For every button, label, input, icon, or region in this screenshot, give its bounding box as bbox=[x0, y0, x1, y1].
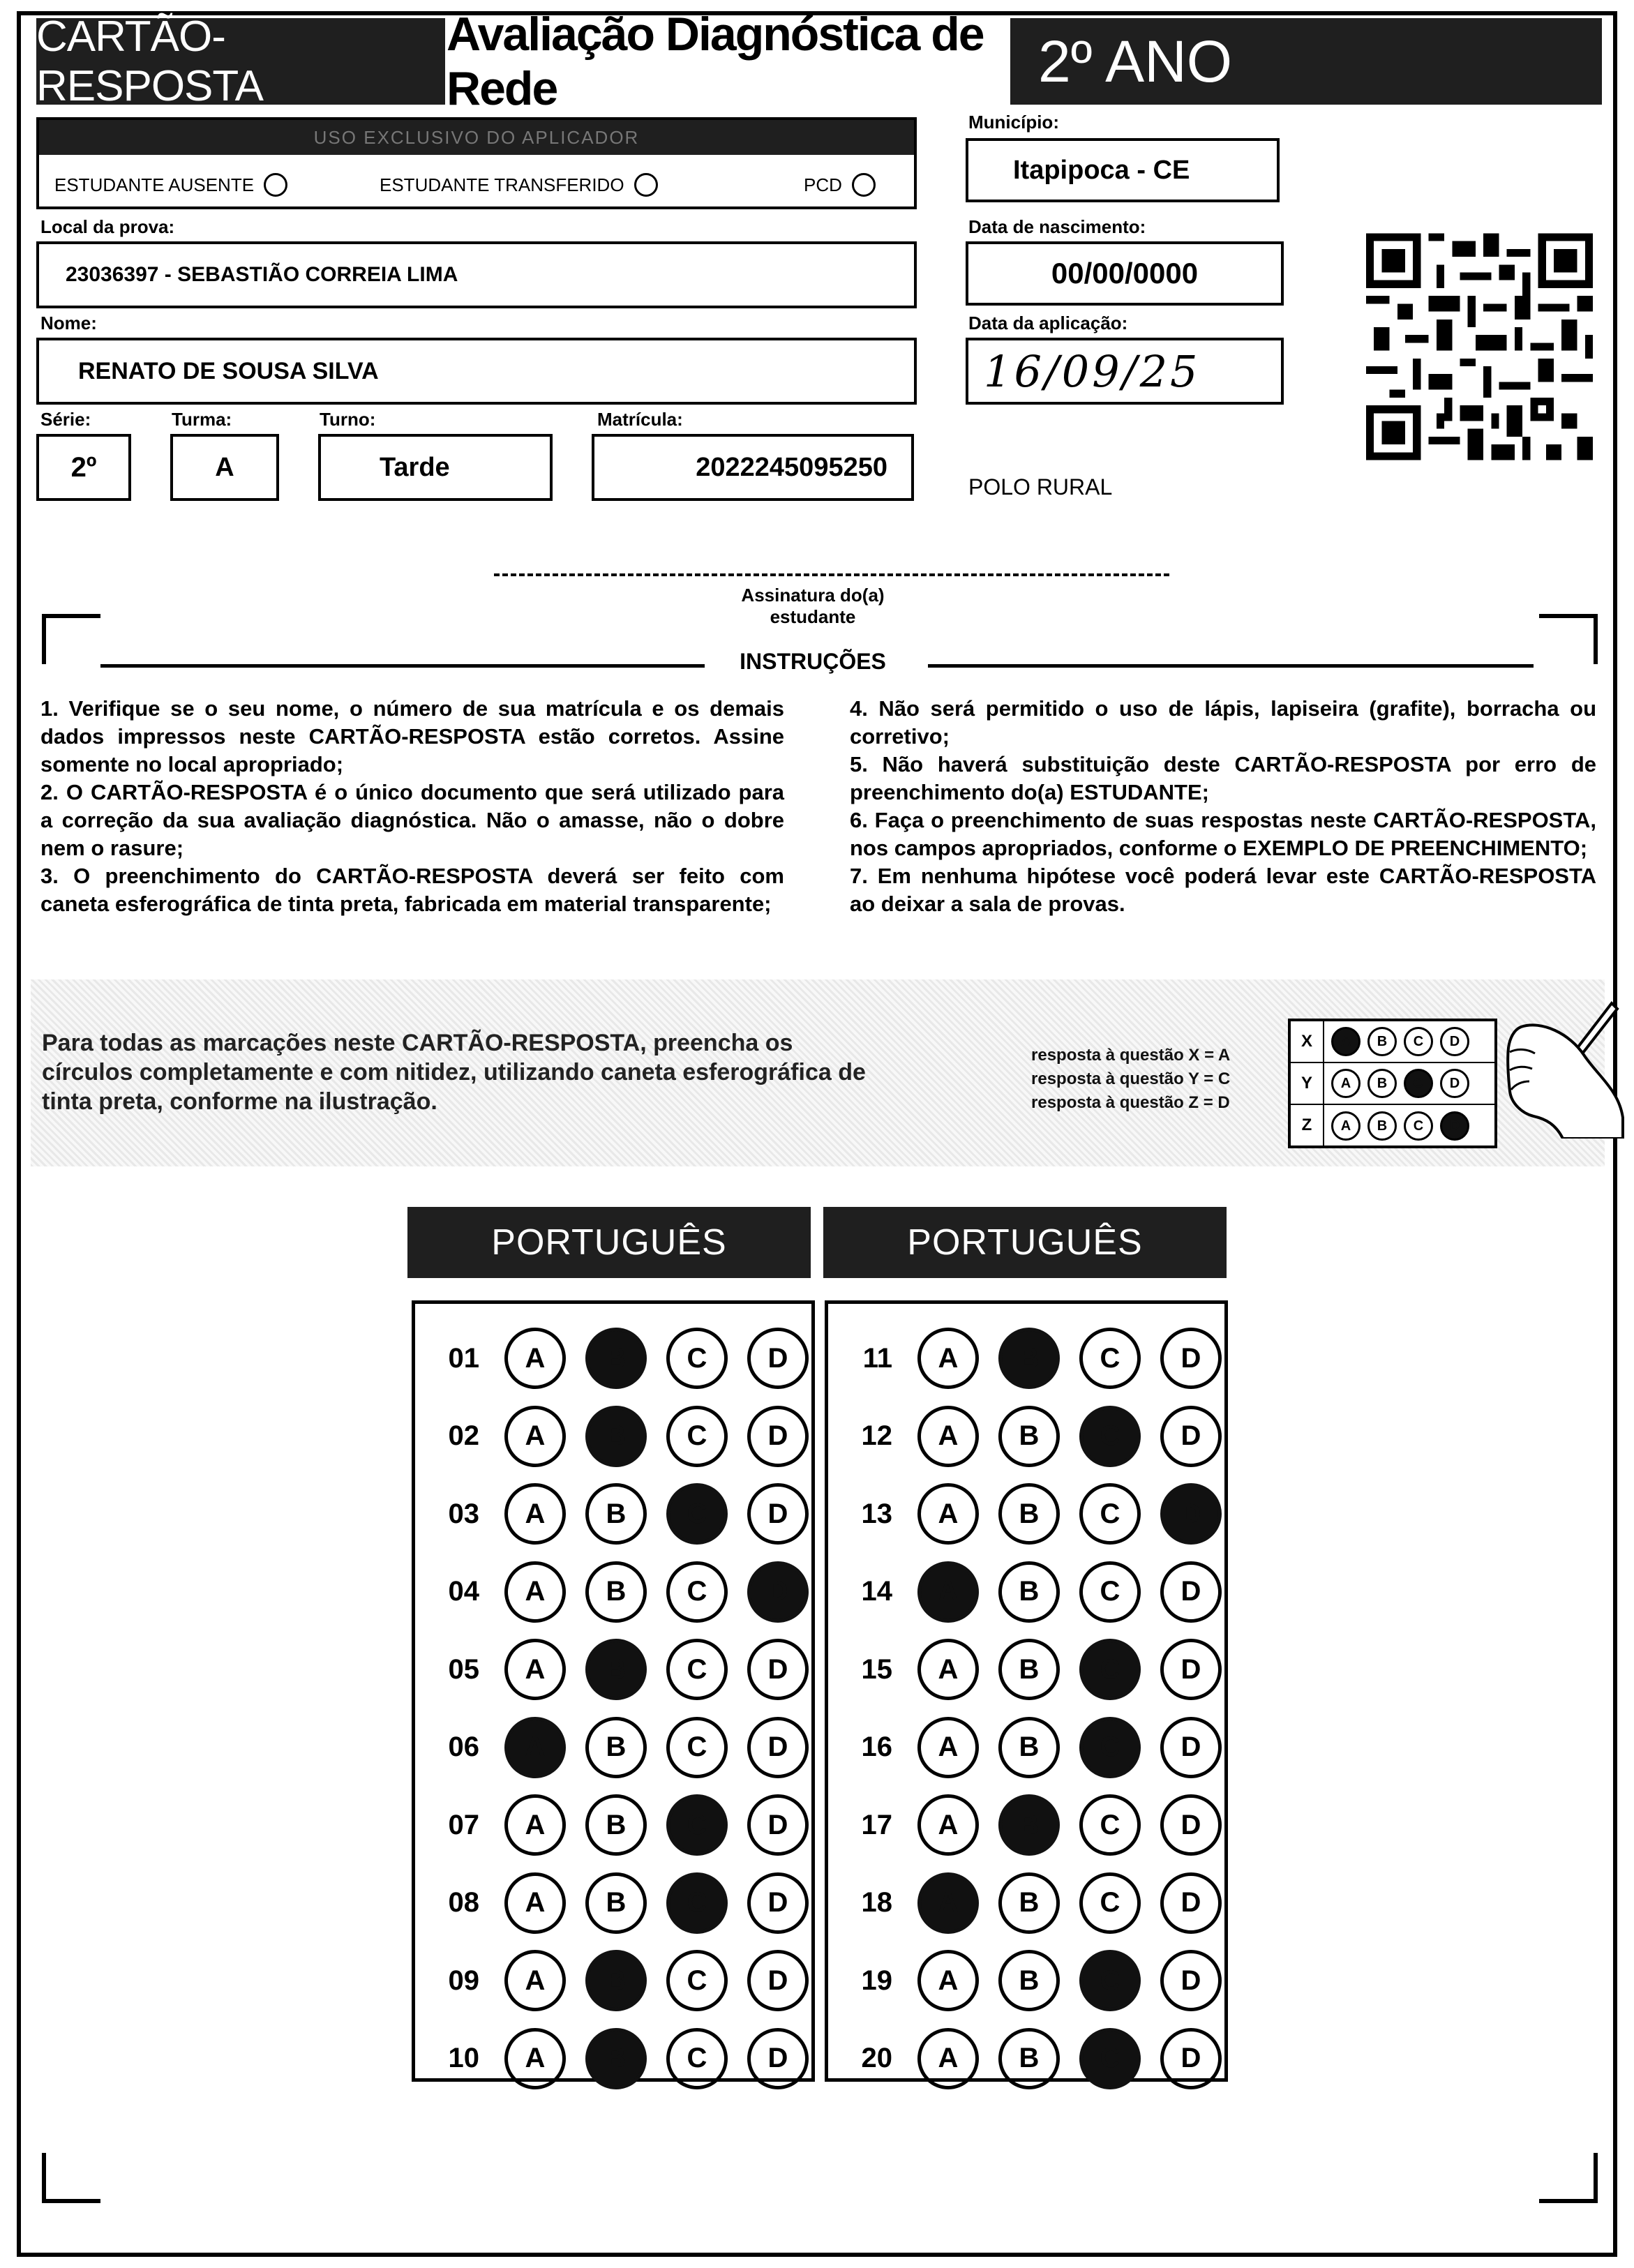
answer-bubble-a[interactable]: A bbox=[504, 2028, 566, 2089]
answer-bubble-a[interactable]: A bbox=[917, 1872, 979, 1934]
answer-bubble-b[interactable]: B bbox=[998, 1406, 1060, 1467]
example-bubble: A bbox=[1331, 1111, 1361, 1141]
name-value: RENATO DE SOUSA SILVA bbox=[78, 357, 379, 384]
local-value: 23036397 - SEBASTIÃO CORREIA LIMA bbox=[66, 263, 458, 286]
answer-bubble-b[interactable]: B bbox=[585, 2028, 647, 2089]
corner-mark-top-left bbox=[42, 614, 100, 664]
answer-bubble-c[interactable]: C bbox=[1079, 2028, 1141, 2089]
option-absent-circle[interactable] bbox=[264, 173, 287, 197]
question-number: 07 bbox=[448, 1809, 479, 1840]
turma-value: A bbox=[215, 452, 234, 482]
answer-row bbox=[418, 1479, 809, 1549]
subject-header-2: PORTUGUÊS bbox=[823, 1207, 1227, 1278]
answer-bubble-c[interactable]: C bbox=[666, 2028, 728, 2089]
question-number: 17 bbox=[861, 1809, 892, 1840]
instructions-rule-right bbox=[928, 664, 1534, 668]
municipio-field bbox=[966, 138, 1280, 202]
answer-bubble-c[interactable]: C bbox=[1079, 1406, 1141, 1467]
municipio-label: Município: bbox=[968, 112, 1059, 133]
answer-bubble-b[interactable]: B bbox=[998, 1872, 1060, 1934]
answer-bubble-b[interactable]: B bbox=[585, 1483, 647, 1545]
question-number: 18 bbox=[861, 1887, 892, 1918]
answer-bubble-d[interactable]: D bbox=[747, 2028, 809, 2089]
question-number: 06 bbox=[448, 1732, 479, 1762]
example-bubble: A bbox=[1331, 1027, 1361, 1056]
answer-row bbox=[418, 1402, 809, 1471]
instruction-7: 7. Em nenhuma hipótese você poderá levar este CARTÃO-RESPOSTA ao deixar a sala de provas. bbox=[850, 864, 1596, 916]
answer-row bbox=[418, 1946, 809, 2015]
question-number: 03 bbox=[448, 1498, 479, 1529]
turma-label: Turma: bbox=[172, 409, 232, 430]
answer-bubble-b[interactable]: B bbox=[998, 1950, 1060, 2011]
answer-bubble-d[interactable]: D bbox=[1160, 1328, 1222, 1389]
example-bubble: B bbox=[1367, 1111, 1397, 1141]
answer-bubble-b[interactable]: B bbox=[585, 1794, 647, 1856]
example-row bbox=[1291, 1063, 1494, 1105]
example-bubble: D bbox=[1440, 1111, 1469, 1141]
answer-bubble-d[interactable]: D bbox=[1160, 1717, 1222, 1778]
answer-row bbox=[831, 1323, 1222, 1393]
example-labels bbox=[1031, 1044, 1230, 1115]
answer-bubble-a[interactable]: A bbox=[917, 1794, 979, 1856]
applicator-bar: USO EXCLUSIVO DO APLICADOR bbox=[39, 120, 914, 155]
instructions-left-column bbox=[40, 695, 784, 918]
answer-panel-1 bbox=[412, 1300, 815, 2082]
answer-bubble-b[interactable]: B bbox=[585, 1561, 647, 1623]
birthdate-value: 00/00/0000 bbox=[1051, 257, 1199, 290]
instruction-3: 3. O preenchimento do CARTÃO-RESPOSTA deverá ser feito com caneta esferográfica de tinta preta, fabricada em material transparente; bbox=[40, 864, 784, 916]
option-transferred-circle[interactable] bbox=[634, 173, 658, 197]
answer-bubble-b[interactable]: B bbox=[585, 1406, 647, 1467]
evaluation-title: Avaliação Diagnóstica de Rede bbox=[447, 18, 1009, 105]
question-number: 19 bbox=[861, 1965, 892, 1996]
answer-bubble-d[interactable]: D bbox=[747, 1872, 809, 1934]
question-number: 16 bbox=[861, 1732, 892, 1762]
answer-bubble-d[interactable]: D bbox=[1160, 1794, 1222, 1856]
answer-bubble-b[interactable]: B bbox=[998, 1717, 1060, 1778]
instruction-6: 6. Faça o preenchimento de suas respostas neste CARTÃO-RESPOSTA, nos campos apropriados, conforme o EXEMPLO DE PREENCHIMENTO; bbox=[850, 808, 1596, 860]
answer-bubble-c[interactable]: C bbox=[1079, 1794, 1141, 1856]
answer-bubble-c[interactable]: C bbox=[1079, 1639, 1141, 1700]
question-number: 12 bbox=[861, 1420, 892, 1451]
corner-mark-bottom-right bbox=[1539, 2153, 1598, 2203]
birthdate-field bbox=[966, 241, 1284, 306]
question-number: 11 bbox=[862, 1342, 892, 1374]
answer-bubble-c[interactable]: C bbox=[1079, 1328, 1141, 1389]
answer-bubble-a[interactable]: A bbox=[504, 1406, 566, 1467]
instructions-rule-left bbox=[100, 664, 705, 668]
instruction-4: 4. Não será permitido o uso de lápis, lapiseira (grafite), borracha ou corretivo; bbox=[850, 696, 1596, 749]
example-bubble: A bbox=[1331, 1069, 1361, 1098]
grade-title: 2º ANO bbox=[1010, 18, 1602, 105]
option-transferred-label: ESTUDANTE TRANSFERIDO bbox=[380, 174, 624, 195]
answer-bubble-c[interactable]: C bbox=[1079, 1483, 1141, 1545]
answer-bubble-c[interactable]: C bbox=[1079, 1950, 1141, 2011]
applicator-box bbox=[36, 117, 917, 209]
option-absent[interactable] bbox=[54, 173, 287, 197]
answer-bubble-a[interactable]: A bbox=[504, 1717, 566, 1778]
answer-bubble-c[interactable]: C bbox=[666, 1328, 728, 1389]
answer-row bbox=[418, 1790, 809, 1860]
local-label: Local da prova: bbox=[40, 216, 175, 237]
hand-with-pen-icon bbox=[1479, 999, 1626, 1139]
question-number: 13 bbox=[861, 1498, 892, 1529]
example-label-x: resposta à questão X = A bbox=[1031, 1046, 1231, 1065]
example-bubble: D bbox=[1440, 1027, 1469, 1056]
answer-bubble-c[interactable]: C bbox=[666, 1794, 728, 1856]
answer-bubble-a[interactable]: A bbox=[504, 1561, 566, 1623]
question-number: 14 bbox=[861, 1576, 892, 1607]
answer-row bbox=[831, 1402, 1222, 1471]
answer-bubble-c[interactable]: C bbox=[666, 1406, 728, 1467]
serie-label: Série: bbox=[40, 409, 91, 430]
answer-bubble-a[interactable]: A bbox=[504, 1483, 566, 1545]
example-label-y: resposta à questão Y = C bbox=[1031, 1069, 1231, 1088]
answer-bubble-d[interactable]: D bbox=[747, 1639, 809, 1700]
instruction-5: 5. Não haverá substituição deste CARTÃO-RESPOSTA por erro de preenchimento do(a) ESTUDANTE; bbox=[850, 752, 1596, 804]
example-bubble: C bbox=[1404, 1027, 1433, 1056]
answer-row bbox=[831, 1868, 1222, 1938]
answer-bubble-c[interactable]: C bbox=[666, 1561, 728, 1623]
answer-bubble-c[interactable]: C bbox=[1079, 1872, 1141, 1934]
answer-bubble-c[interactable]: C bbox=[666, 1483, 728, 1545]
answer-row bbox=[831, 1713, 1222, 1782]
answer-bubble-a[interactable]: A bbox=[917, 1639, 979, 1700]
answer-bubble-a[interactable]: A bbox=[917, 1328, 979, 1389]
local-field bbox=[36, 241, 917, 308]
answer-row bbox=[831, 1557, 1222, 1627]
answer-bubble-a[interactable]: A bbox=[917, 1406, 979, 1467]
corner-mark-bottom-left bbox=[42, 2153, 100, 2203]
answer-bubble-d[interactable]: D bbox=[747, 1406, 809, 1467]
answer-bubble-a[interactable]: A bbox=[504, 1950, 566, 2011]
turno-value: Tarde bbox=[380, 452, 450, 482]
turno-label: Turno: bbox=[320, 409, 376, 430]
example-bubble: B bbox=[1367, 1069, 1397, 1098]
instructions-title: INSTRUÇÕES bbox=[740, 649, 886, 674]
answer-bubble-d[interactable]: D bbox=[747, 1794, 809, 1856]
corner-mark-top-right bbox=[1539, 614, 1598, 664]
answer-bubble-d[interactable]: D bbox=[1160, 1639, 1222, 1700]
answer-row bbox=[418, 1713, 809, 1782]
example-bubble: D bbox=[1440, 1069, 1469, 1098]
matricula-field bbox=[592, 434, 914, 501]
answer-panel-2 bbox=[825, 1300, 1228, 2082]
name-label: Nome: bbox=[40, 313, 97, 333]
answer-row bbox=[831, 1946, 1222, 2015]
answer-bubble-c[interactable]: C bbox=[666, 1639, 728, 1700]
answer-row bbox=[831, 2024, 1222, 2094]
answer-bubble-b[interactable]: B bbox=[585, 1639, 647, 1700]
answer-row bbox=[418, 1635, 809, 1704]
answer-bubble-b[interactable]: B bbox=[998, 1794, 1060, 1856]
answer-bubble-a[interactable]: A bbox=[917, 1950, 979, 2011]
answer-bubble-c[interactable]: C bbox=[1079, 1561, 1141, 1623]
answer-row bbox=[831, 1479, 1222, 1549]
answer-bubble-b[interactable]: B bbox=[998, 1561, 1060, 1623]
instructions-right-column bbox=[850, 695, 1596, 918]
answer-bubble-d[interactable]: D bbox=[1160, 1406, 1222, 1467]
matricula-value: 2022245095250 bbox=[696, 452, 887, 482]
turno-field bbox=[318, 434, 553, 501]
application-date-label: Data da aplicação: bbox=[968, 313, 1128, 333]
instruction-1: 1. Verifique se o seu nome, o número de sua matrícula e os demais dados impressos neste CARTÃO-RESPOSTA estão corretos. Assine somente no local apropriado; bbox=[40, 696, 784, 776]
question-number: 01 bbox=[448, 1342, 479, 1374]
answer-bubble-c[interactable]: C bbox=[666, 1950, 728, 2011]
question-number: 20 bbox=[861, 2043, 892, 2073]
answer-bubble-a[interactable]: A bbox=[917, 1717, 979, 1778]
question-number: 05 bbox=[448, 1653, 479, 1685]
example-question-label: X bbox=[1291, 1021, 1324, 1062]
answer-bubble-d[interactable]: D bbox=[747, 1561, 809, 1623]
answer-bubble-b[interactable]: B bbox=[998, 1483, 1060, 1545]
polo-label: POLO RURAL bbox=[968, 474, 1113, 500]
answer-bubble-d[interactable]: D bbox=[747, 1717, 809, 1778]
example-bubble: C bbox=[1404, 1111, 1433, 1141]
application-date-field[interactable] bbox=[966, 338, 1284, 405]
serie-field bbox=[36, 434, 131, 501]
answer-bubble-d[interactable]: D bbox=[1160, 1561, 1222, 1623]
answer-bubble-b[interactable]: B bbox=[998, 1328, 1060, 1389]
answer-bubble-d[interactable]: D bbox=[1160, 1872, 1222, 1934]
answer-bubble-b[interactable]: B bbox=[585, 1717, 647, 1778]
example-grid bbox=[1288, 1019, 1497, 1148]
example-label-z: resposta à questão Z = D bbox=[1031, 1093, 1230, 1112]
question-number: 04 bbox=[448, 1576, 479, 1607]
answer-bubble-d[interactable]: D bbox=[1160, 1950, 1222, 2011]
answer-bubble-a[interactable]: A bbox=[917, 1561, 979, 1623]
option-transferred[interactable] bbox=[380, 173, 658, 197]
answer-bubble-a[interactable]: A bbox=[917, 1483, 979, 1545]
signature-label: Assinatura do(a) estudante bbox=[741, 585, 885, 627]
answer-bubble-d[interactable]: D bbox=[747, 1950, 809, 2011]
answer-bubble-a[interactable]: A bbox=[504, 1639, 566, 1700]
option-pcd-circle[interactable] bbox=[852, 173, 876, 197]
example-bubble: B bbox=[1367, 1027, 1397, 1056]
subject-header-1: PORTUGUÊS bbox=[407, 1207, 811, 1278]
option-pcd-label: PCD bbox=[804, 174, 842, 195]
answer-bubble-b[interactable]: B bbox=[585, 1950, 647, 2011]
answer-row bbox=[831, 1790, 1222, 1860]
matricula-label: Matrícula: bbox=[597, 409, 683, 430]
answer-bubble-d[interactable]: D bbox=[747, 1483, 809, 1545]
instruction-2: 2. O CARTÃO-RESPOSTA é o único documento que será utilizado para a correção da sua avaliação diagnóstica. Não o amasse, não o dobre nem o rasure; bbox=[40, 780, 784, 860]
example-question-label: Z bbox=[1291, 1105, 1324, 1147]
answer-bubble-a[interactable]: A bbox=[917, 2028, 979, 2089]
option-absent-label: ESTUDANTE AUSENTE bbox=[54, 174, 255, 195]
answer-bubble-d[interactable]: D bbox=[747, 1328, 809, 1389]
option-pcd[interactable] bbox=[804, 173, 876, 197]
question-number: 15 bbox=[861, 1653, 892, 1685]
example-row bbox=[1291, 1021, 1494, 1063]
serie-value: 2º bbox=[70, 451, 97, 483]
answer-bubble-b[interactable]: B bbox=[585, 1328, 647, 1389]
answer-bubble-b[interactable]: B bbox=[998, 1639, 1060, 1700]
answer-bubble-a[interactable]: A bbox=[504, 1794, 566, 1856]
municipio-value: Itapipoca - CE bbox=[1013, 155, 1190, 185]
question-number: 10 bbox=[448, 2043, 479, 2073]
question-number: 09 bbox=[448, 1965, 479, 1996]
answer-row bbox=[831, 1635, 1222, 1704]
turma-field bbox=[170, 434, 279, 501]
example-bubble: C bbox=[1404, 1069, 1433, 1098]
answer-bubble-c[interactable]: C bbox=[666, 1872, 728, 1934]
answer-bubble-c[interactable]: C bbox=[1079, 1717, 1141, 1778]
answer-bubble-a[interactable]: A bbox=[504, 1872, 566, 1934]
signature-line[interactable] bbox=[494, 573, 1169, 576]
question-number: 02 bbox=[448, 1420, 479, 1451]
answer-bubble-d[interactable]: D bbox=[1160, 2028, 1222, 2089]
example-question-label: Y bbox=[1291, 1063, 1324, 1104]
answer-bubble-c[interactable]: C bbox=[666, 1717, 728, 1778]
answer-row bbox=[418, 2024, 809, 2094]
answer-bubble-a[interactable]: A bbox=[504, 1328, 566, 1389]
answer-bubble-b[interactable]: B bbox=[585, 1872, 647, 1934]
example-row bbox=[1291, 1105, 1494, 1147]
birthdate-label: Data de nascimento: bbox=[968, 216, 1146, 237]
question-number: 08 bbox=[448, 1887, 479, 1918]
answer-row bbox=[418, 1557, 809, 1627]
card-title: CARTÃO-RESPOSTA bbox=[36, 18, 445, 105]
answer-row bbox=[418, 1323, 809, 1393]
answer-bubble-b[interactable]: B bbox=[998, 2028, 1060, 2089]
example-instruction-text: Para todas as marcações neste CARTÃO-RESPOSTA, preencha os círculos completamente e com nitidez, utilizando caneta esferográfica de tinta preta, conforme na ilustração. bbox=[42, 1030, 866, 1115]
answer-row bbox=[418, 1868, 809, 1938]
application-date-handwritten: 16/09/25 bbox=[984, 345, 1201, 397]
qr-code-icon bbox=[1366, 232, 1593, 462]
answer-bubble-d[interactable]: D bbox=[1160, 1483, 1222, 1545]
name-field bbox=[36, 338, 917, 405]
